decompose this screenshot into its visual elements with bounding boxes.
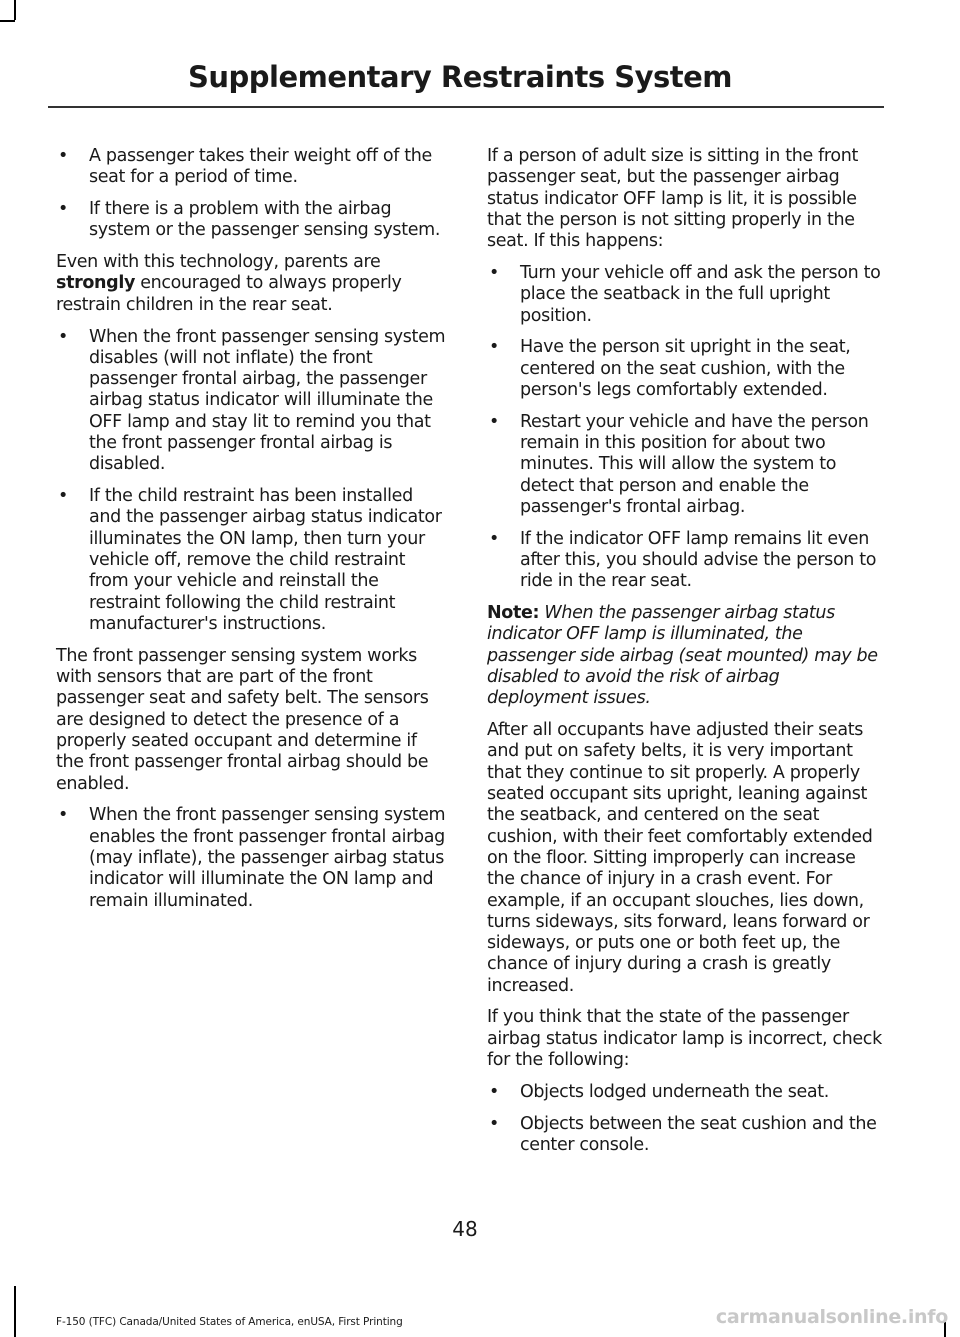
bullet-icon: • — [489, 528, 499, 549]
header-rule — [48, 106, 884, 108]
list-item: • Turn your vehicle off and ask the person to place the seatback in the full upright position. — [489, 262, 881, 326]
paragraph: If you think that the state of the passenger airbag status indicator lamp is incorrect, check for the following: — [487, 1007, 882, 1071]
list-item: • If the indicator OFF lamp remains lit even after this, you should advise the person to ride in the rear seat. — [489, 528, 877, 592]
bullet-list — [487, 1082, 882, 1156]
list-item: • When the front passenger sensing system enables the front passenger frontal airbag (may inflate), the passenger airbag status indicator will illuminate the ON lamp and remain illuminated. — [58, 805, 446, 911]
page-number: 48 — [452, 1217, 478, 1241]
bullet-list — [56, 805, 448, 911]
bullet-icon: • — [58, 146, 68, 166]
note — [487, 603, 882, 709]
bullet-icon: • — [58, 486, 68, 507]
paragraph: The front passenger sensing system works with sensors that are part of the front passenger seat and safety belt. The sensors are designed to detect the presence of a properly seated occupant and determine if the front passenger frontal airbag should be enabled. — [56, 645, 429, 794]
list-item: • If the child restraint has been installed and the passenger airbag status indicator illuminates the ON lamp, then turn your vehicle off, remove the child restraint from your vehicle and reinstall the restraint following the child restraint manufacturer's instructions. — [58, 486, 442, 634]
bullet-icon: • — [489, 1113, 499, 1134]
list-item: • Have the person sit upright in the seat, centered on the seat cushion, with the person's legs comfortably extended. — [489, 337, 851, 400]
emphasis: strongly — [56, 273, 136, 294]
bullet-icon: • — [489, 337, 499, 358]
bullet-list — [56, 146, 448, 242]
list-item: • Restart your vehicle and have the person remain in this position for about two minutes. This will allow the system to detect that person and enable the passenger's frontal airbag. — [489, 411, 869, 517]
bullet-icon: • — [489, 262, 499, 283]
watermark: carmanualsonline.info — [715, 1306, 948, 1328]
bullet-icon: • — [489, 1081, 499, 1102]
paragraph: Even with this technology, parents are strongly encouraged to always properly restrain children in the rear seat. — [56, 252, 402, 315]
page-title: Supplementary Restraints System — [187, 60, 732, 94]
paragraph: After all occupants have adjusted their seats and put on safety belts, it is very important that they continue to sit properly. A properly seated occupant sits upright, leaning against the seatback, and centered on the seat cushion, with their feet comfortably extended on the floor. Sitting improperly can increase the chance of injury in a crash event. For example, if an occupant slouches, lies down, turns sideways, sits forward, leans forward or sideways, or puts one or both feet up, the chance of injury during a crash is greatly increased. — [487, 720, 873, 996]
crop-mark — [0, 20, 15, 22]
list-item: • A passenger takes their weight off of the seat for a period of time. — [58, 146, 432, 188]
list-item: • Objects lodged underneath the seat. — [489, 1081, 830, 1102]
bullet-icon: • — [58, 199, 68, 220]
note-label: Note: — [487, 603, 540, 624]
paragraph: If a person of adult size is sitting in the front passenger seat, but the passenger airbag status indicator OFF lamp is lit, it is possible that the person is not sitting properly in the seat. If this happens: — [487, 146, 859, 252]
list-item: • If there is a problem with the airbag system or the passenger sensing system. — [58, 199, 441, 241]
note-text: When the passenger airbag status indicator OFF lamp is illuminated, the passenger side airbag (seat mounted) may be disabled to avoid the risk of airbag deployment issues. — [487, 603, 878, 709]
crop-mark — [14, 1286, 16, 1337]
left-column — [56, 146, 448, 922]
right-column — [487, 146, 882, 1167]
crop-mark — [14, 0, 16, 20]
bullet-icon: • — [58, 805, 68, 826]
list-item: • Objects between the seat cushion and the center console. — [489, 1113, 877, 1155]
bullet-list — [56, 327, 448, 636]
bullet-list — [487, 263, 882, 593]
list-item: • When the front passenger sensing system disables (will not inflate) the front passenger frontal airbag, the passenger airbag status indicator will illuminate the OFF lamp and stay lit to remind you that the front passenger frontal airbag is disabled. — [58, 326, 446, 475]
bullet-icon: • — [489, 411, 499, 432]
bullet-icon: • — [58, 326, 68, 347]
footer-text: F-150 (TFC) Canada/United States of America, enUSA, First Printing — [56, 1316, 403, 1328]
